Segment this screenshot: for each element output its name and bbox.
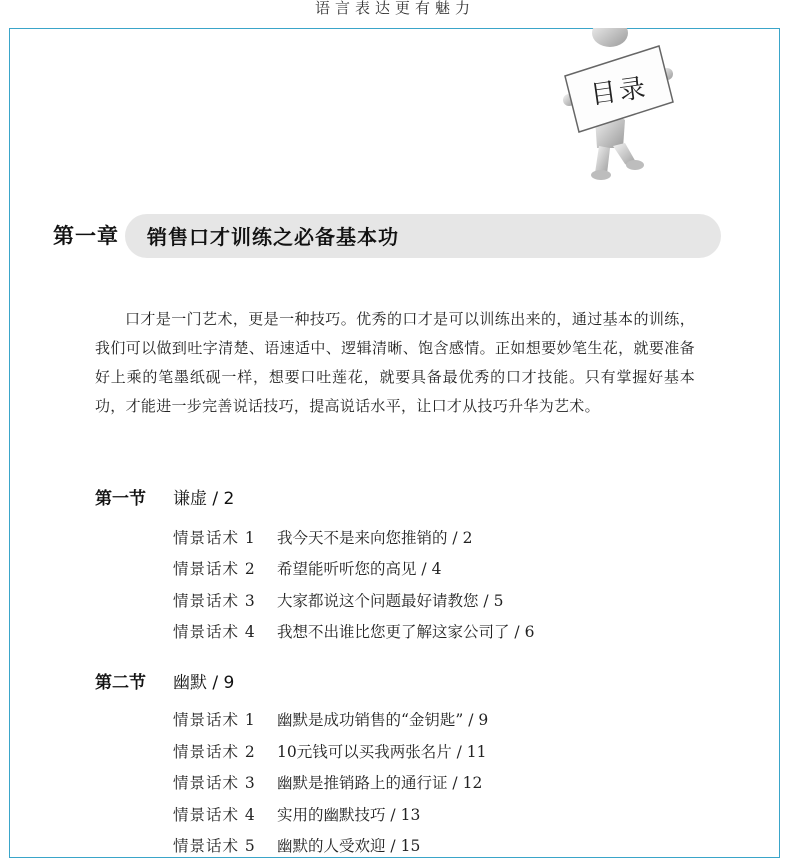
toc-entry-text: 希望能听听您的高见 / 4 (277, 560, 442, 578)
toc-entry-label: 情景话术 2 (173, 743, 256, 761)
toc-entry-label: 情景话术 5 (173, 837, 256, 855)
section-label: 第一节 (95, 489, 146, 509)
toc-entry[interactable] (173, 557, 441, 579)
toc-entry-text: 大家都说这个问题最好请教您 / 5 (277, 592, 504, 610)
chapter-title: 销售口才训练之必备基本功 (147, 225, 399, 249)
section-title: 幽默 / 9 (173, 673, 235, 693)
toc-entry-text: 实用的幽默技巧 / 13 (277, 806, 421, 824)
sign-title: 目录 (588, 72, 651, 111)
section-heading (95, 484, 234, 509)
section-heading (95, 668, 234, 693)
toc-entry-label: 情景话术 4 (173, 623, 256, 641)
toc-entry[interactable] (173, 708, 488, 730)
running-head: 语言表达更有魅力 (314, 0, 475, 17)
toc-entry-label: 情景话术 1 (173, 711, 256, 729)
toc-entry[interactable] (173, 740, 487, 762)
chapter-number: 第一章 (53, 223, 119, 248)
toc-entry-text: 我今天不是来向您推销的 / 2 (277, 529, 473, 547)
toc-entry-label: 情景话术 3 (173, 774, 256, 792)
toc-entry[interactable] (173, 526, 472, 548)
toc-entry-text: 我想不出谁比您更了解这家公司了 / 6 (277, 623, 535, 641)
chapter-intro-paragraph: 口才是一门艺术，更是一种技巧。优秀的口才是可以训练出来的，通过基本的训练，我们可以做到吐字清楚、语速适中、逻辑清晰、饱含感情。正如想要妙笔生花，就要准备好上乘的笔墨纸砚一样，想要口吐莲花，就要具备最优秀的口才技能。只有掌握好基本功，才能进一步完善说话技巧，提高说话水平，让口才从技巧升华为艺术。 (95, 310, 695, 415)
toc-entry-label: 情景话术 2 (173, 560, 256, 578)
section-label: 第二节 (95, 673, 146, 693)
toc-entry-label: 情景话术 1 (173, 529, 256, 547)
toc-entry[interactable] (173, 620, 534, 642)
toc-entry-text: 幽默的人受欢迎 / 15 (277, 837, 421, 855)
toc-entry-label: 情景话术 3 (173, 592, 256, 610)
toc-entry[interactable] (173, 589, 503, 611)
toc-entry[interactable] (173, 803, 420, 825)
toc-entry-text: 幽默是成功销售的“金钥匙” / 9 (277, 711, 489, 729)
toc-entry[interactable] (173, 834, 420, 856)
toc-entry-text: 10元钱可以买我两张名片 / 11 (277, 743, 487, 761)
section-title: 谦虚 / 2 (173, 489, 235, 509)
toc-entry[interactable] (173, 771, 482, 793)
toc-entry-text: 幽默是推销路上的通行证 / 12 (277, 774, 483, 792)
toc-entry-label: 情景话术 4 (173, 806, 256, 824)
